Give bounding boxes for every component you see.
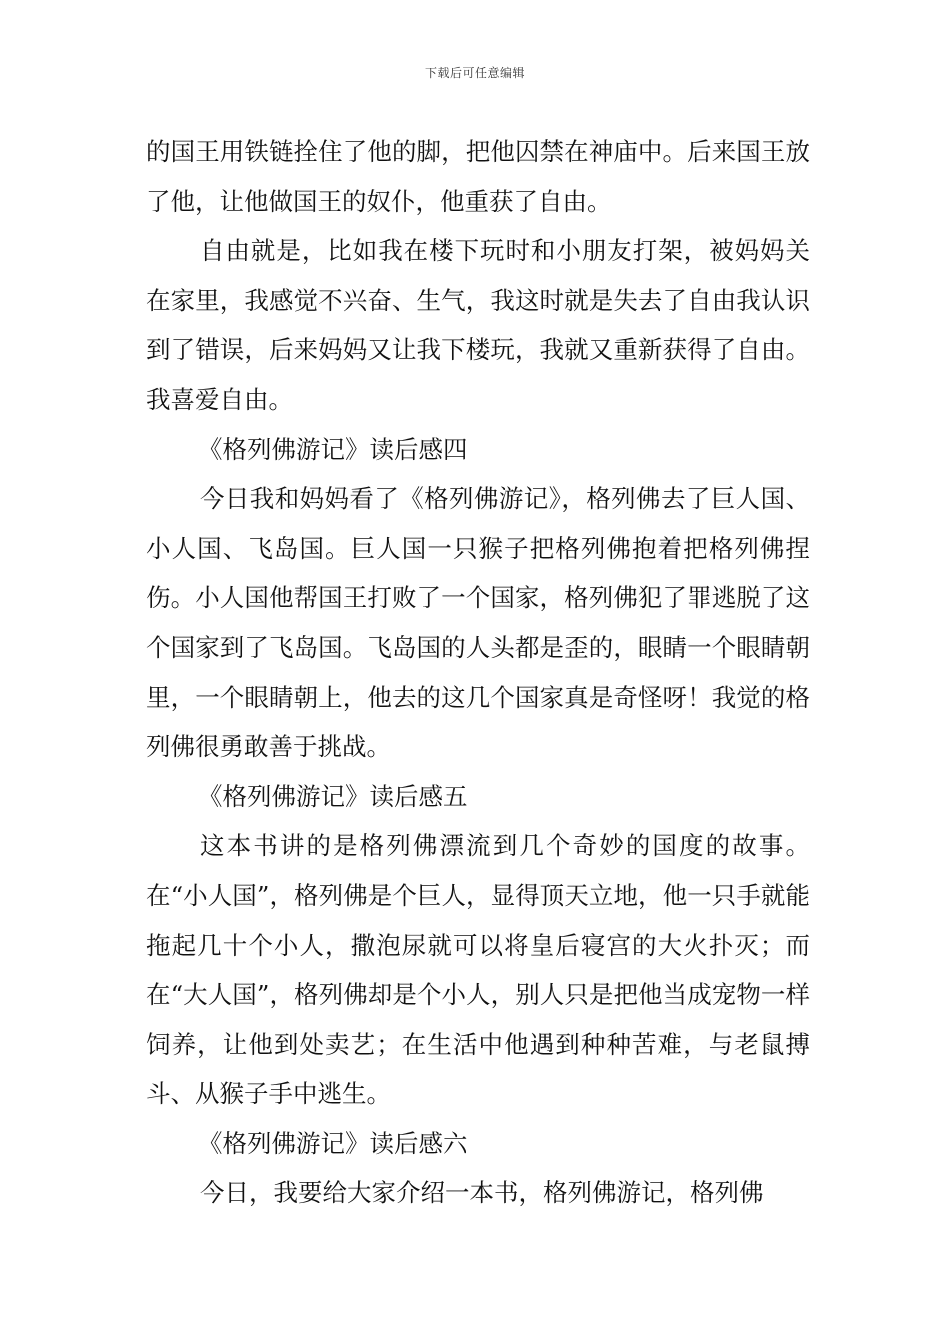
section-title-six: 《格列佛游记》读后感六 (198, 1128, 468, 1158)
document-body (146, 127, 810, 1218)
page-header: 下载后可任意编辑 (424, 66, 525, 80)
paragraph-review-six: 今日，我要给大家介绍一本书，格列佛游记，格列佛 (200, 1178, 764, 1208)
paragraph-review-five: 这本书讲的是格列佛漂流到几个奇妙的国度的故事。在“小人国”，格列佛是个巨人，显得顶天立地，他一只手就能拖起几十个小人，撒泡尿就可以将皇后寝宫的大火扑灭；而在“大人国”，格列佛却是个小人，别人只是把他当成宠物一样饲养，让他到处卖艺；在生活中他遇到种种苦难，与老鼠搏斗、从猴子手中逃生。 (146, 831, 810, 1109)
paragraph-freedom: 自由就是，比如我在楼下玩时和小朋友打架，被妈妈关在家里，我感觉不兴奋、生气，我这时就是失去了自由我认识到了错误，后来妈妈又让我下楼玩，我就又重新获得了自由。我喜爱自由。 (146, 236, 810, 414)
section-title-four: 《格列佛游记》读后感四 (198, 434, 468, 464)
paragraph-review-four: 今日我和妈妈看了《格列佛游记》，格列佛去了巨人国、小人国、飞岛国。巨人国一只猴子把格列佛抱着把格列佛捏伤。小人国他帮国王打败了一个国家，格列佛犯了罪逃脱了这个国家到了飞岛国。飞岛国的人头都是歪的，眼睛一个眼睛朝里，一个眼睛朝上，他去的这几个国家真是奇怪呀！我觉的格列佛很勇敢善于挑战。 (146, 484, 810, 762)
paragraph-continuation: 的国王用铁链拴住了他的脚，把他囚禁在神庙中。后来国王放了他，让他做国王的奴仆，他重获了自由。 (146, 137, 810, 216)
section-title-five: 《格列佛游记》读后感五 (198, 781, 468, 811)
